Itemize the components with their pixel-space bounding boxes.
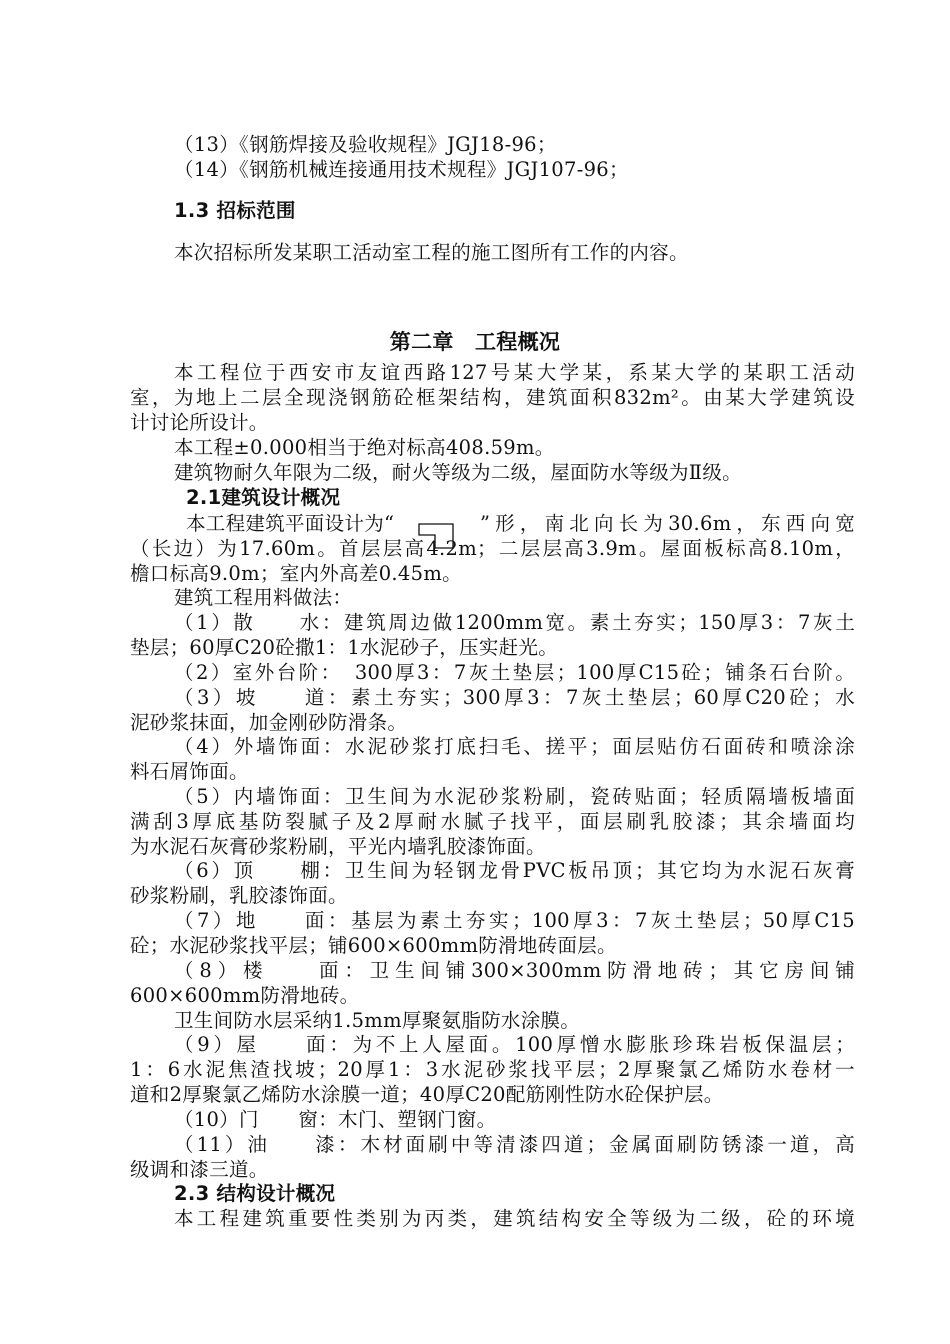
material-8-line2: 600×600mm防滑地砖。 (130, 984, 360, 1007)
chapter-2-title: 第二章 工程概况 (389, 330, 561, 354)
material-9-line2: 1：6水泥焦渣找坡；20厚1：3水泥砂浆找平层；2厚聚氯乙烯防水卷材一 (130, 1058, 855, 1081)
section-2-1-heading: 2.1建筑设计概况 (186, 486, 341, 509)
section-2-3-line1: 本工程建筑重要性类别为丙类，建筑结构安全等级为二级，砼的环境 (174, 1207, 855, 1230)
section-2-1-line2: （长边）为17.60m。首层层高4.2m；二层层高3.9m。屋面板标高8.10m， (130, 537, 855, 560)
chapter-2-para3: 建筑物耐久年限为二级，耐火等级为二级，屋面防水等级为Ⅱ级。 (174, 461, 742, 484)
section-2-1-line1-b: ”形，南北向长为30.6m，东西向宽 (480, 512, 855, 535)
reference-14: （14）《钢筋机械连接通用技术规程》JGJ107-96； (174, 158, 629, 181)
material-1-line2: 垫层；60厚C20砼撒1：1水泥砂子，压实赶光。 (130, 636, 559, 659)
section-2-1-line1-a: 本工程建筑平面设计为“ (186, 512, 395, 535)
material-4-line1: （4）外墙饰面：水泥砂浆打底扫毛、搓平；面层贴仿石面砖和喷涂涂 (174, 735, 855, 758)
material-10: （10）门 窗：木门、塑钢门窗。 (174, 1108, 497, 1131)
material-7-line1: （7）地 面：基层为素土夯实；100厚3：7灰土垫层；50厚C15 (174, 909, 855, 932)
material-1-line1: （1）散 水：建筑周边做1200mm宽。素土夯实；150厚3：7灰土 (174, 611, 855, 634)
section-2-3-heading: 2.3 结构设计概况 (174, 1182, 336, 1205)
material-5-line3: 为水泥石灰膏砂浆粉刷，平光内墙乳胶漆饰面。 (130, 835, 546, 858)
chapter-2-para1-line2: 室，为地上二层全现浇钢筋砼框架结构，建筑面积832m²。由某大学建筑设 (130, 386, 855, 409)
material-7-line2: 砼；水泥砂浆找平层；铺600×600mm防滑地砖面层。 (130, 934, 617, 957)
material-3-line2: 泥砂浆抹面，加金刚砂防滑条。 (130, 711, 408, 734)
material-3-line1: （3）坡 道：素土夯实；300厚3：7灰土垫层；60厚C20砼；水 (174, 686, 855, 709)
material-8-line3: 卫生间防水层采纳1.5mm厚聚氨脂防水涂膜。 (174, 1009, 581, 1032)
material-5-line2: 满刮3厚底基防裂腻子及2厚耐水腻子找平，面层刷乳胶漆；其余墙面均 (130, 810, 855, 833)
chapter-2-para1-line1: 本工程位于西安市友谊西路127号某大学某，系某大学的某职工活动 (174, 361, 855, 384)
section-1-3-heading: 1.3 招标范围 (174, 199, 296, 222)
chapter-2-para2: 本工程±0.000相当于绝对标高408.59m。 (174, 436, 555, 459)
material-2: （2）室外台阶： 300厚3：7灰土垫层；100厚C15砼；铺条石台阶。 (174, 661, 855, 684)
chapter-2-para1-line3: 计讨论所设计。 (130, 411, 269, 434)
section-2-1-line3: 檐口标高9.0m；室内外高差0.45m。 (130, 562, 462, 585)
material-9-line3: 道和2厚聚氯乙烯防水涂膜一道；40厚C20配筋刚性防水砼保护层。 (130, 1083, 724, 1106)
material-11-line2: 级调和漆三道。 (130, 1158, 269, 1181)
material-6-line2: 砂浆粉刷，乳胶漆饰面。 (130, 884, 348, 907)
section-1-3-text: 本次招标所发某职工活动室工程的施工图所有工作的内容。 (174, 241, 689, 264)
material-6-line1: （6）顶 棚：卫生间为轻钢龙骨PVC板吊顶；其它均为水泥石灰膏 (174, 859, 855, 882)
material-5-line1: （5）内墙饰面：卫生间为水泥砂浆粉刷，瓷砖贴面；轻质隔墙板墙面 (174, 785, 855, 808)
material-8-line1: （8）楼 面：卫生间铺300×300mm防滑地砖；其它房间铺 (174, 959, 855, 982)
material-9-line1: （9）屋 面：为不上人屋面。100厚憎水膨胀珍珠岩板保温层； (174, 1033, 855, 1056)
reference-13: （13）《钢筋焊接及验收规程》JGJ18-96； (174, 133, 557, 156)
material-11-line1: （11）油 漆：木材面刷中等清漆四道；金属面刷防锈漆一道，高 (174, 1133, 855, 1156)
materials-intro: 建筑工程用料做法： (174, 586, 353, 609)
material-4-line2: 料石屑饰面。 (130, 760, 249, 783)
